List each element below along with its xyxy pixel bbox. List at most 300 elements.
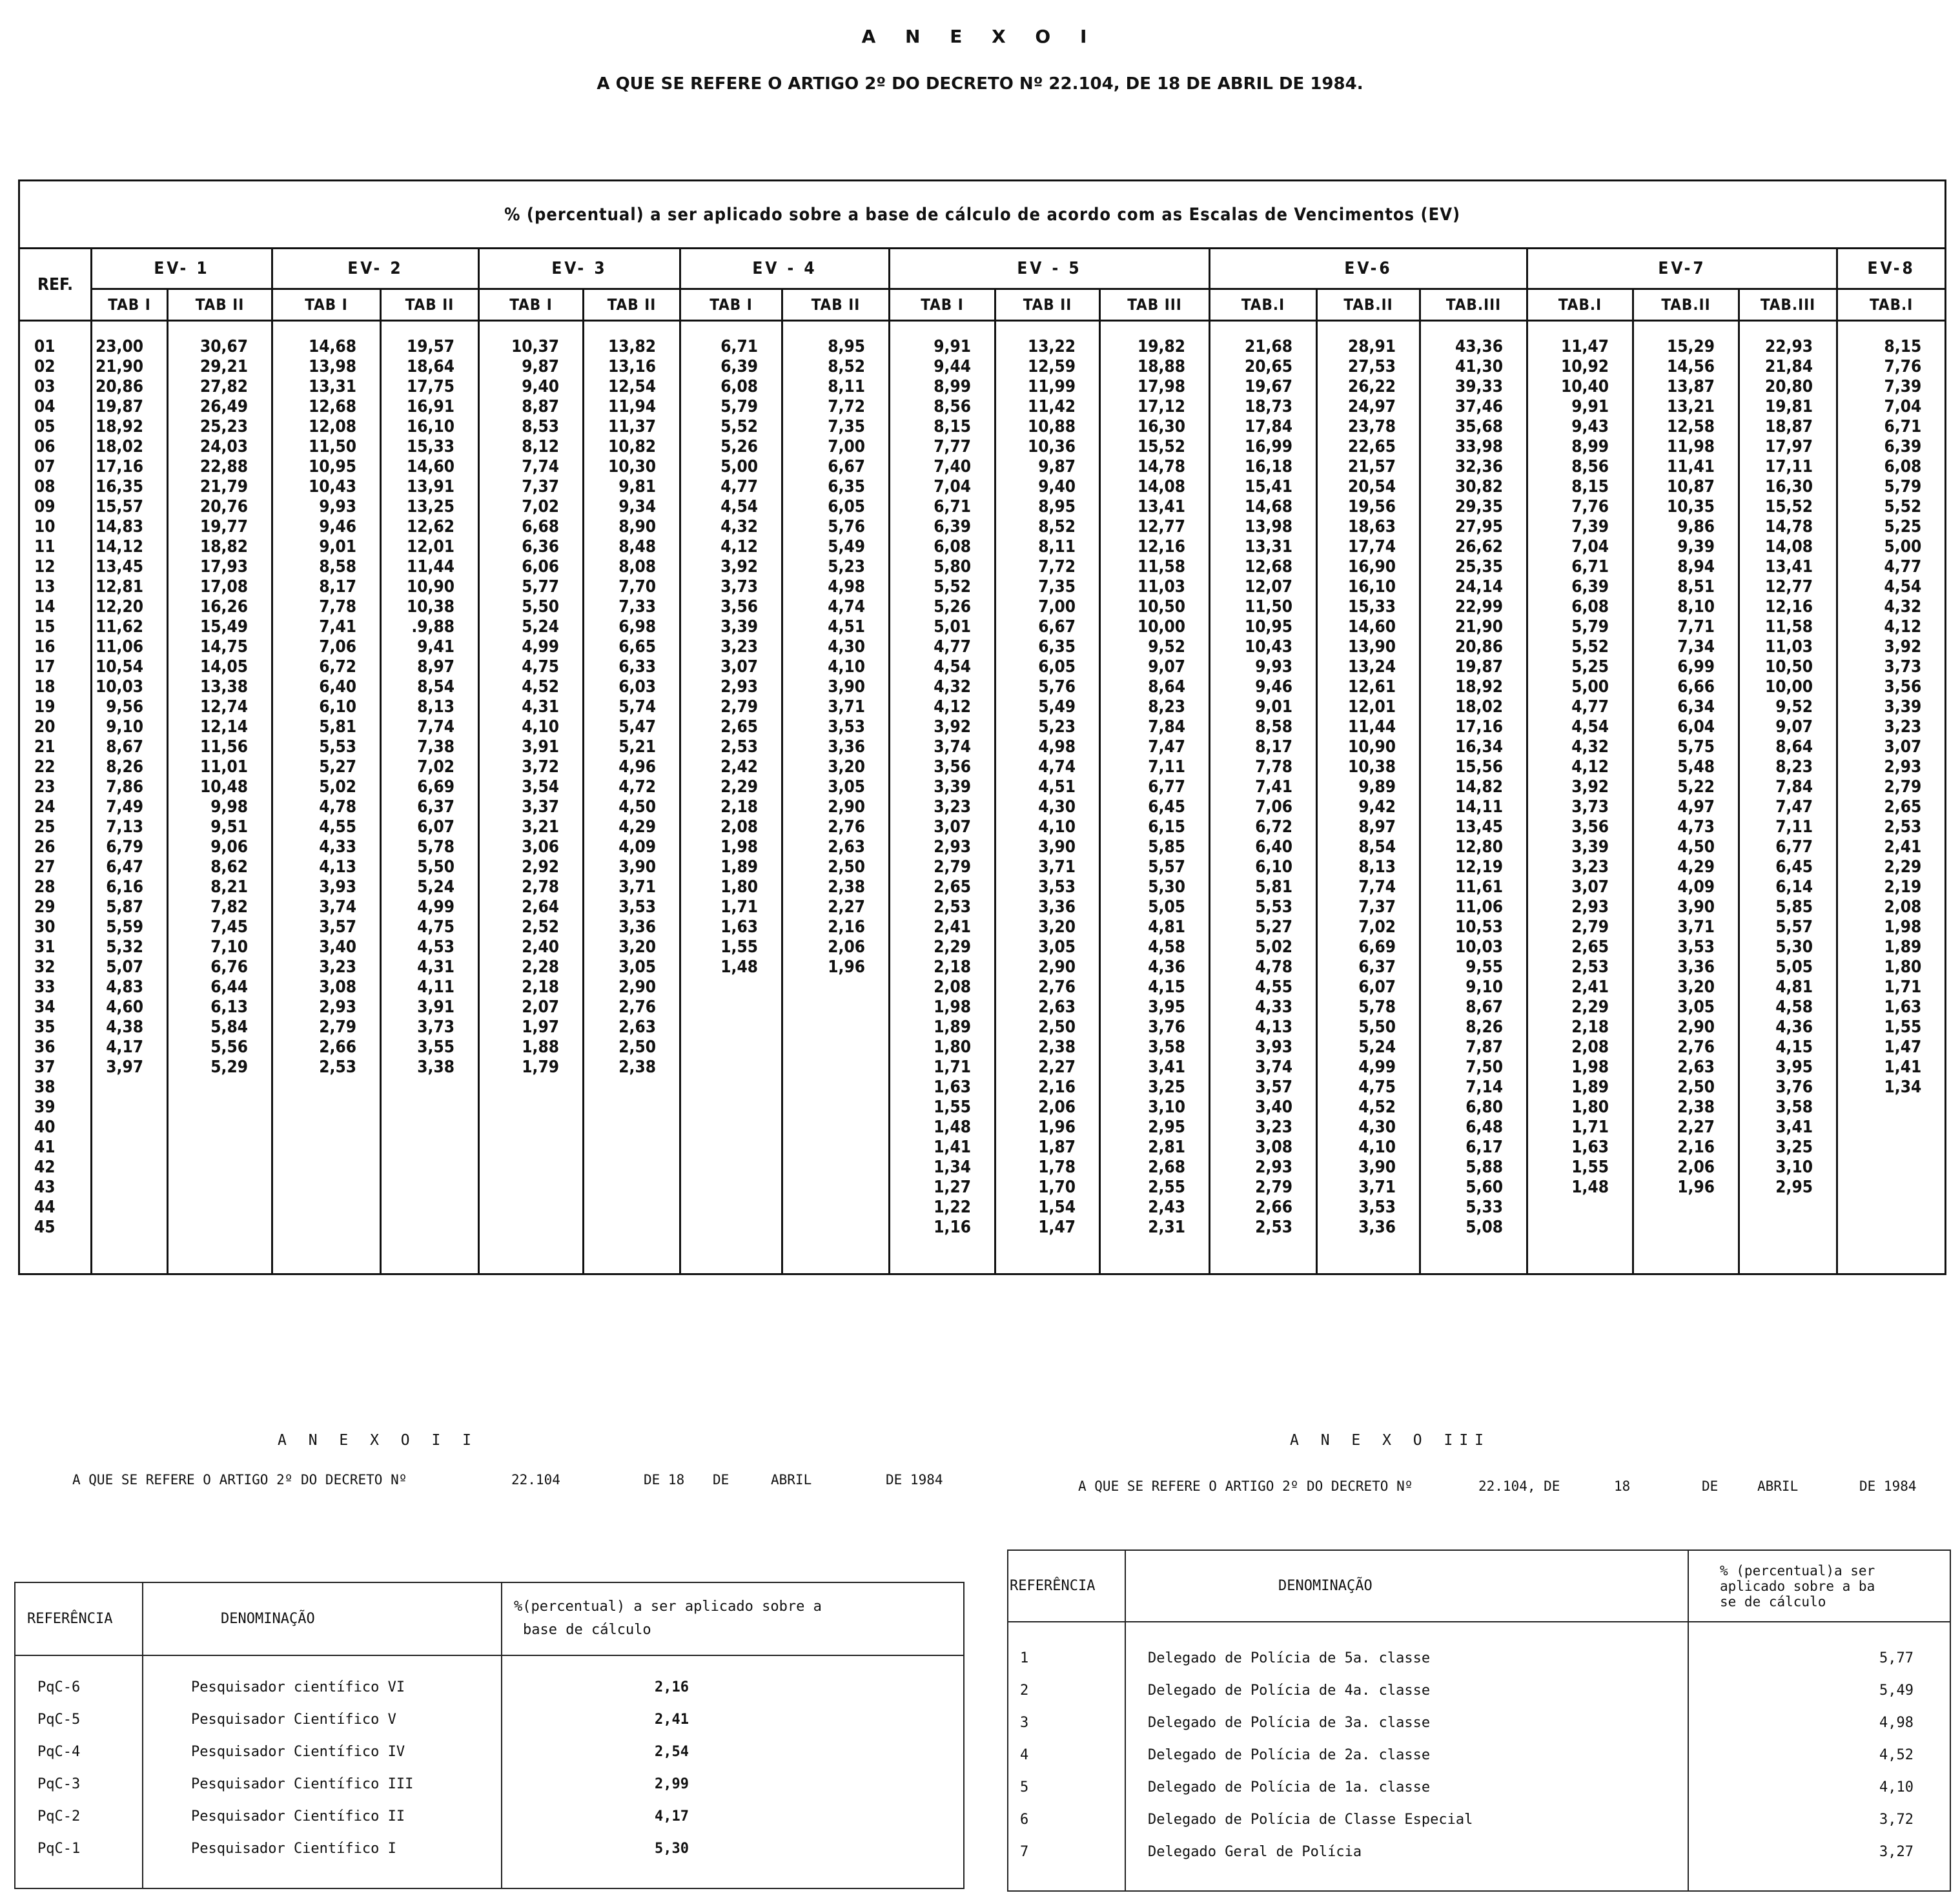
ref-cell: 45 xyxy=(34,1218,56,1237)
anexo2-header-text: A QUE SE REFERE O ARTIGO 2º DO DECRETO Nº xyxy=(72,1472,407,1488)
value-cell: 6,33 xyxy=(618,657,656,677)
value-cell: 3,71 xyxy=(1358,1178,1396,1197)
value-cell: 2,79 xyxy=(319,1017,356,1037)
value-cell: 5,59 xyxy=(106,917,143,937)
value-cell: 6,69 xyxy=(1358,937,1396,957)
tab-header: TAB II xyxy=(995,289,1100,321)
value-cell: 3,53 xyxy=(1358,1198,1396,1217)
value-column xyxy=(1420,321,1527,1274)
value-cell: 5,29 xyxy=(210,1058,248,1077)
value-cell: 4,30 xyxy=(828,637,865,657)
value-cell: 12,59 xyxy=(1028,357,1076,376)
value-cell: 11,62 xyxy=(96,617,143,637)
value-cell: 4,73 xyxy=(1677,817,1715,837)
value-cell: 10,50 xyxy=(1765,657,1813,677)
value-cell: 15,52 xyxy=(1765,497,1813,516)
value-cell: 1,63 xyxy=(1884,997,1922,1017)
value-cell: 35,68 xyxy=(1455,417,1503,436)
value-cell: 2,06 xyxy=(1677,1158,1715,1177)
value-cell: 20,54 xyxy=(1348,477,1396,496)
value-cell: 6,67 xyxy=(1038,617,1076,637)
value-cell: 23,00 xyxy=(96,337,143,356)
value-cell: 4,12 xyxy=(1571,757,1609,777)
value-column xyxy=(995,321,1100,1274)
value-cell: 10,48 xyxy=(200,777,248,797)
value-cell: 12,80 xyxy=(1455,837,1503,857)
value-cell: 1,88 xyxy=(522,1038,559,1057)
value-cell: 8,13 xyxy=(417,697,454,717)
value-cell: 2,42 xyxy=(720,757,758,777)
value-cell: 7,49 xyxy=(106,797,143,817)
value-cell: 10,30 xyxy=(608,457,656,476)
value-cell: 10,53 xyxy=(1455,917,1503,937)
value-cell: 18,64 xyxy=(407,357,454,376)
ref-cell: 13 xyxy=(34,577,56,597)
value-cell: 6,05 xyxy=(828,497,865,516)
value-cell: 7,45 xyxy=(210,917,248,937)
value-cell: 2,76 xyxy=(618,997,656,1017)
value-cell: 2,08 xyxy=(720,817,758,837)
ref-cell: 29 xyxy=(34,897,56,917)
value-cell: 15,57 xyxy=(96,497,143,516)
ref-cell: 27 xyxy=(34,857,56,877)
value-cell: 2,40 xyxy=(522,937,559,957)
tab-header: TAB.II xyxy=(1317,289,1420,321)
value-cell: 3,41 xyxy=(1148,1058,1185,1077)
value-cell: 19,87 xyxy=(1455,657,1503,677)
value-cell: 6,77 xyxy=(1148,777,1185,797)
value-cell: 5,52 xyxy=(720,417,758,436)
value-cell: 1,89 xyxy=(1571,1078,1609,1097)
value-cell: 9,01 xyxy=(1255,697,1292,717)
value-cell: 2,06 xyxy=(1038,1098,1076,1117)
value-cell: 8,67 xyxy=(106,737,143,757)
value-cell: 10,37 xyxy=(511,337,559,356)
value-cell: 9,07 xyxy=(1775,717,1813,737)
value-cell: 8,11 xyxy=(828,377,865,396)
value-cell: 11,56 xyxy=(200,737,248,757)
value-cell: 10,40 xyxy=(1561,377,1609,396)
value-cell: 10,90 xyxy=(1348,737,1396,757)
value-cell: 5,48 xyxy=(1677,757,1715,777)
value-cell: 8,95 xyxy=(1038,497,1076,516)
value-cell: 2,93 xyxy=(1884,757,1922,777)
value-cell: 6,07 xyxy=(1358,977,1396,997)
value-cell: 8,58 xyxy=(319,557,356,577)
table-row xyxy=(15,1704,964,1736)
value-cell: 2,90 xyxy=(828,797,865,817)
value-cell: 2,19 xyxy=(1884,877,1922,897)
tab-header: TAB III xyxy=(1100,289,1210,321)
value-cell: 16,30 xyxy=(1765,477,1813,496)
value-cell: 7,02 xyxy=(1358,917,1396,937)
value-cell: 4,58 xyxy=(1775,997,1813,1017)
value-cell: 7,04 xyxy=(934,477,971,496)
value-cell: 4,12 xyxy=(1884,617,1922,637)
value-cell: 21,79 xyxy=(200,477,248,496)
value-cell: 2,53 xyxy=(1255,1218,1292,1237)
value-cell: 2,63 xyxy=(1677,1058,1715,1077)
value-cell: 16,10 xyxy=(1348,577,1396,597)
value-cell: 14,56 xyxy=(1667,357,1715,376)
anexo2-col-pct-line1: %(percentual) a ser aplicado sobre a xyxy=(514,1599,822,1615)
value-cell: 4,81 xyxy=(1148,917,1185,937)
value-cell: 3,74 xyxy=(319,897,356,917)
anexo1-title: A N E X O I xyxy=(861,26,1099,47)
value-cell: 1,48 xyxy=(1571,1178,1609,1197)
value-cell: 4,54 xyxy=(720,497,758,516)
value-cell: 5,85 xyxy=(1148,837,1185,857)
ref-cell: 24 xyxy=(34,797,56,817)
value-cell: 5,24 xyxy=(522,617,559,637)
value-column xyxy=(1633,321,1739,1274)
value-cell: 7,70 xyxy=(618,577,656,597)
value-cell: 4,13 xyxy=(1255,1017,1292,1037)
value-cell: 24,14 xyxy=(1455,577,1503,597)
value-cell: 2,93 xyxy=(934,837,971,857)
value-cell: 3,36 xyxy=(828,737,865,757)
value-cell: 15,33 xyxy=(407,437,454,456)
value-cell: 15,41 xyxy=(1245,477,1292,496)
value-cell: 3,76 xyxy=(1775,1078,1813,1097)
value-cell: 4,17 xyxy=(106,1038,143,1057)
value-cell: 5,84 xyxy=(210,1017,248,1037)
value-cell: 2,27 xyxy=(1038,1058,1076,1077)
value-cell: 25,35 xyxy=(1455,557,1503,577)
anexo1-table xyxy=(18,179,1946,1275)
value-cell: 4,54 xyxy=(934,657,971,677)
ref-cell: 20 xyxy=(34,717,56,737)
value-cell: 2,78 xyxy=(522,877,559,897)
value-cell: 19,57 xyxy=(407,337,454,356)
value-cell: 2,43 xyxy=(1148,1198,1185,1217)
value-cell: 8,53 xyxy=(522,417,559,436)
value-cell: 1,80 xyxy=(1884,957,1922,977)
value-column xyxy=(168,321,272,1274)
value-cell: 3,39 xyxy=(1884,697,1922,717)
value-cell: 6,48 xyxy=(1465,1118,1503,1137)
value-cell: 4,15 xyxy=(1148,977,1185,997)
value-cell: 2,52 xyxy=(522,917,559,937)
row-ref: 2 xyxy=(1008,1674,1125,1706)
value-cell: 9,43 xyxy=(1571,417,1609,436)
value-cell: 3,20 xyxy=(828,757,865,777)
value-cell: 6,08 xyxy=(1571,597,1609,617)
row-percent: 4,17 xyxy=(502,1801,964,1833)
value-cell: 6,37 xyxy=(1358,957,1396,977)
value-cell: 6,99 xyxy=(1677,657,1715,677)
value-cell: 6,08 xyxy=(934,537,971,557)
value-cell: 8,23 xyxy=(1148,697,1185,717)
value-cell: 3,36 xyxy=(618,917,656,937)
value-cell: 10,50 xyxy=(1138,597,1185,617)
value-cell: 6,40 xyxy=(1255,837,1292,857)
anexo2-header-year: DE 1984 xyxy=(886,1472,943,1488)
value-cell: 11,58 xyxy=(1765,617,1813,637)
value-cell: 4,99 xyxy=(1358,1058,1396,1077)
value-cell: 7,39 xyxy=(1884,377,1922,396)
value-cell: 19,67 xyxy=(1245,377,1292,396)
value-column xyxy=(272,321,381,1274)
value-cell: 18,02 xyxy=(96,437,143,456)
value-cell: 15,56 xyxy=(1455,757,1503,777)
value-cell: 2,92 xyxy=(522,857,559,877)
tab-header: TAB.I xyxy=(1210,289,1317,321)
value-cell: 7,13 xyxy=(106,817,143,837)
ev-group-header: EV-8 xyxy=(1837,249,1946,289)
value-cell: 2,63 xyxy=(828,837,865,857)
ref-cell: 09 xyxy=(34,497,56,516)
value-column xyxy=(1317,321,1420,1274)
anexo2-col-pct xyxy=(502,1582,964,1655)
row-ref: 4 xyxy=(1008,1739,1125,1771)
value-cell: 19,81 xyxy=(1765,397,1813,416)
value-cell: 1,78 xyxy=(1038,1158,1076,1177)
value-cell: 5,78 xyxy=(1358,997,1396,1017)
anexo2-col-den: DENOMINAÇÃO xyxy=(143,1582,502,1655)
value-cell: 9,93 xyxy=(319,497,356,516)
value-cell: 1,96 xyxy=(828,957,865,977)
value-cell: 6,66 xyxy=(1677,677,1715,697)
value-cell: 12,01 xyxy=(407,537,454,557)
row-ref: 6 xyxy=(1008,1803,1125,1836)
value-cell: 5,24 xyxy=(1358,1038,1396,1057)
value-cell: 10,00 xyxy=(1138,617,1185,637)
value-cell: 2,55 xyxy=(1148,1178,1185,1197)
value-cell: 5,27 xyxy=(319,757,356,777)
value-cell: 6,45 xyxy=(1148,797,1185,817)
value-cell: 14,68 xyxy=(309,337,356,356)
value-cell: 8,67 xyxy=(1465,997,1503,1017)
value-cell: 14,08 xyxy=(1138,477,1185,496)
value-cell: 1,89 xyxy=(720,857,758,877)
value-cell: 5,05 xyxy=(1775,957,1813,977)
row-ref: PqC-2 xyxy=(15,1801,143,1833)
value-cell: 7,72 xyxy=(828,397,865,416)
value-cell: 13,41 xyxy=(1765,557,1813,577)
ev-group-header: EV- 1 xyxy=(92,249,272,289)
value-cell: 3,23 xyxy=(319,957,356,977)
ev-group-header: EV-7 xyxy=(1527,249,1837,289)
value-cell: 3,39 xyxy=(934,777,971,797)
value-cell: 2,90 xyxy=(1677,1017,1715,1037)
row-ref: 7 xyxy=(1008,1836,1125,1868)
value-cell: 5,53 xyxy=(319,737,356,757)
value-cell: 18,92 xyxy=(1455,677,1503,697)
ref-cell: 01 xyxy=(34,337,56,356)
value-cell: 30,82 xyxy=(1455,477,1503,496)
value-cell: 29,35 xyxy=(1455,497,1503,516)
value-cell: 3,57 xyxy=(319,917,356,937)
value-cell: 6,45 xyxy=(1775,857,1813,877)
value-cell: 2,53 xyxy=(319,1058,356,1077)
ref-cell: 35 xyxy=(34,1017,56,1037)
value-cell: 6,10 xyxy=(1255,857,1292,877)
value-cell: 7,47 xyxy=(1775,797,1813,817)
value-cell: 13,22 xyxy=(1028,337,1076,356)
value-cell: 16,10 xyxy=(407,417,454,436)
ref-cell: 11 xyxy=(34,537,56,557)
value-cell: 6,15 xyxy=(1148,817,1185,837)
value-cell: 8,15 xyxy=(1571,477,1609,496)
value-cell: 4,52 xyxy=(1358,1098,1396,1117)
value-cell: 3,74 xyxy=(1255,1058,1292,1077)
value-cell: 5,33 xyxy=(1465,1198,1503,1217)
value-cell: 1,48 xyxy=(934,1118,971,1137)
value-cell: 3,07 xyxy=(934,817,971,837)
anexo3-header-day: 18 xyxy=(1614,1478,1631,1494)
value-cell: 2,38 xyxy=(618,1058,656,1077)
value-cell: 4,10 xyxy=(522,717,559,737)
value-cell: 5,75 xyxy=(1677,737,1715,757)
value-cell: 3,40 xyxy=(1255,1098,1292,1117)
value-cell: 3,41 xyxy=(1775,1118,1813,1137)
row-percent: 4,10 xyxy=(1688,1771,1950,1803)
value-cell: 3,21 xyxy=(522,817,559,837)
value-cell: 3,73 xyxy=(720,577,758,597)
value-cell: 14,05 xyxy=(200,657,248,677)
value-cell: 7,76 xyxy=(1884,357,1922,376)
value-cell: 2,93 xyxy=(1255,1158,1292,1177)
value-cell: 5,87 xyxy=(106,897,143,917)
value-cell: 7,82 xyxy=(210,897,248,917)
value-cell: 9,39 xyxy=(1677,537,1715,557)
value-cell: 7,37 xyxy=(1358,897,1396,917)
value-cell: 5,47 xyxy=(618,717,656,737)
value-cell: 3,90 xyxy=(1677,897,1715,917)
value-cell: 10,36 xyxy=(1028,437,1076,456)
value-cell: 6,06 xyxy=(522,557,559,577)
ref-cell: 07 xyxy=(34,457,56,476)
value-cell: 1,80 xyxy=(720,877,758,897)
value-cell: 9,98 xyxy=(210,797,248,817)
value-cell: 3,92 xyxy=(1884,637,1922,657)
value-cell: 3,25 xyxy=(1148,1078,1185,1097)
value-cell: 1,96 xyxy=(1038,1118,1076,1137)
value-cell: 26,49 xyxy=(200,397,248,416)
value-cell: 2,50 xyxy=(828,857,865,877)
value-cell: 7,38 xyxy=(417,737,454,757)
anexo2-col-pct-line2: base de cálculo xyxy=(523,1622,651,1639)
value-cell: 1,96 xyxy=(1677,1178,1715,1197)
value-cell: 4,11 xyxy=(417,977,454,997)
ref-cell: 43 xyxy=(34,1178,56,1197)
value-cell: 9,40 xyxy=(522,377,559,396)
value-cell: 16,99 xyxy=(1245,437,1292,456)
value-cell: 1,80 xyxy=(1571,1098,1609,1117)
value-cell: 18,73 xyxy=(1245,397,1292,416)
value-cell: 5,26 xyxy=(934,597,971,617)
value-cell: 2,07 xyxy=(522,997,559,1017)
value-cell: 11,41 xyxy=(1667,457,1715,476)
value-cell: 11,37 xyxy=(608,417,656,436)
value-cell: 9,86 xyxy=(1677,517,1715,537)
ref-cell: 38 xyxy=(34,1078,56,1097)
value-cell: 1,55 xyxy=(1884,1017,1922,1037)
ref-cell: 16 xyxy=(34,637,56,657)
value-cell: 6,68 xyxy=(522,517,559,537)
row-ref: PqC-1 xyxy=(15,1833,143,1865)
value-cell: 2,95 xyxy=(1775,1178,1813,1197)
value-cell: 24,03 xyxy=(200,437,248,456)
value-cell: 18,82 xyxy=(200,537,248,557)
value-cell: 6,08 xyxy=(720,377,758,396)
value-cell: 5,26 xyxy=(720,437,758,456)
value-cell: 4,29 xyxy=(1677,857,1715,877)
value-cell: 2,79 xyxy=(1571,917,1609,937)
value-cell: 7,84 xyxy=(1775,777,1813,797)
value-cell: 3,20 xyxy=(618,937,656,957)
value-cell: 3,38 xyxy=(417,1058,454,1077)
value-column xyxy=(1100,321,1210,1274)
value-cell: 2,66 xyxy=(1255,1198,1292,1217)
value-cell: 3,91 xyxy=(417,997,454,1017)
value-cell: 5,00 xyxy=(720,457,758,476)
row-ref: PqC-4 xyxy=(15,1736,143,1768)
table-row xyxy=(1008,1771,1950,1803)
value-cell: 3,53 xyxy=(828,717,865,737)
value-cell: 11,61 xyxy=(1455,877,1503,897)
value-cell: 12,68 xyxy=(1245,557,1292,577)
value-cell: 21,90 xyxy=(1455,617,1503,637)
value-cell: 3,56 xyxy=(1571,817,1609,837)
row-denomination: Pesquisador Científico II xyxy=(143,1801,502,1833)
value-cell: 4,10 xyxy=(1038,817,1076,837)
value-cell: 6,76 xyxy=(210,957,248,977)
value-cell: 9,55 xyxy=(1465,957,1503,977)
value-cell: 6,34 xyxy=(1677,697,1715,717)
value-cell: 5,30 xyxy=(1148,877,1185,897)
row-percent: 3,72 xyxy=(1688,1803,1950,1836)
value-cell: 2,65 xyxy=(1884,797,1922,817)
value-cell: 13,98 xyxy=(1245,517,1292,537)
table-row xyxy=(1008,1836,1950,1868)
value-cell: 7,41 xyxy=(1255,777,1292,797)
anexo3-header-month: ABRIL xyxy=(1757,1478,1799,1494)
value-column xyxy=(890,321,995,1274)
value-cell: 10,03 xyxy=(96,677,143,697)
value-cell: 3,23 xyxy=(720,637,758,657)
value-cell: 5,85 xyxy=(1775,897,1813,917)
value-cell: 1,71 xyxy=(1884,977,1922,997)
value-cell: 3,55 xyxy=(417,1038,454,1057)
value-cell: 8,26 xyxy=(1465,1017,1503,1037)
value-cell: 27,53 xyxy=(1348,357,1396,376)
value-cell: 20,86 xyxy=(96,377,143,396)
ref-cell: 18 xyxy=(34,677,56,697)
anexo2-table xyxy=(14,1582,965,1889)
value-cell: 3,37 xyxy=(522,797,559,817)
value-cell: 1,47 xyxy=(1038,1218,1076,1237)
value-cell: 4,60 xyxy=(106,997,143,1017)
value-cell: 5,24 xyxy=(417,877,454,897)
value-cell: 10,35 xyxy=(1667,497,1715,516)
value-cell: 30,67 xyxy=(200,337,248,356)
value-cell: 26,62 xyxy=(1455,537,1503,557)
value-cell: 4,74 xyxy=(1038,757,1076,777)
anexo3-col-ref: REFERÊNCIA xyxy=(1008,1550,1125,1622)
value-column xyxy=(92,321,168,1274)
tab-header: TAB.II xyxy=(1633,289,1739,321)
value-cell: 8,10 xyxy=(1677,597,1715,617)
value-cell: 4,78 xyxy=(1255,957,1292,977)
value-cell: 6,05 xyxy=(1038,657,1076,677)
value-cell: 6,35 xyxy=(828,477,865,496)
anexo1-caption: % (percentual) a ser aplicado sobre a base de cálculo de acordo com as Escalas de Vencimentos (EV) xyxy=(19,181,1946,249)
table-row xyxy=(15,1768,964,1801)
value-cell: 5,21 xyxy=(618,737,656,757)
ref-cell: 22 xyxy=(34,757,56,777)
